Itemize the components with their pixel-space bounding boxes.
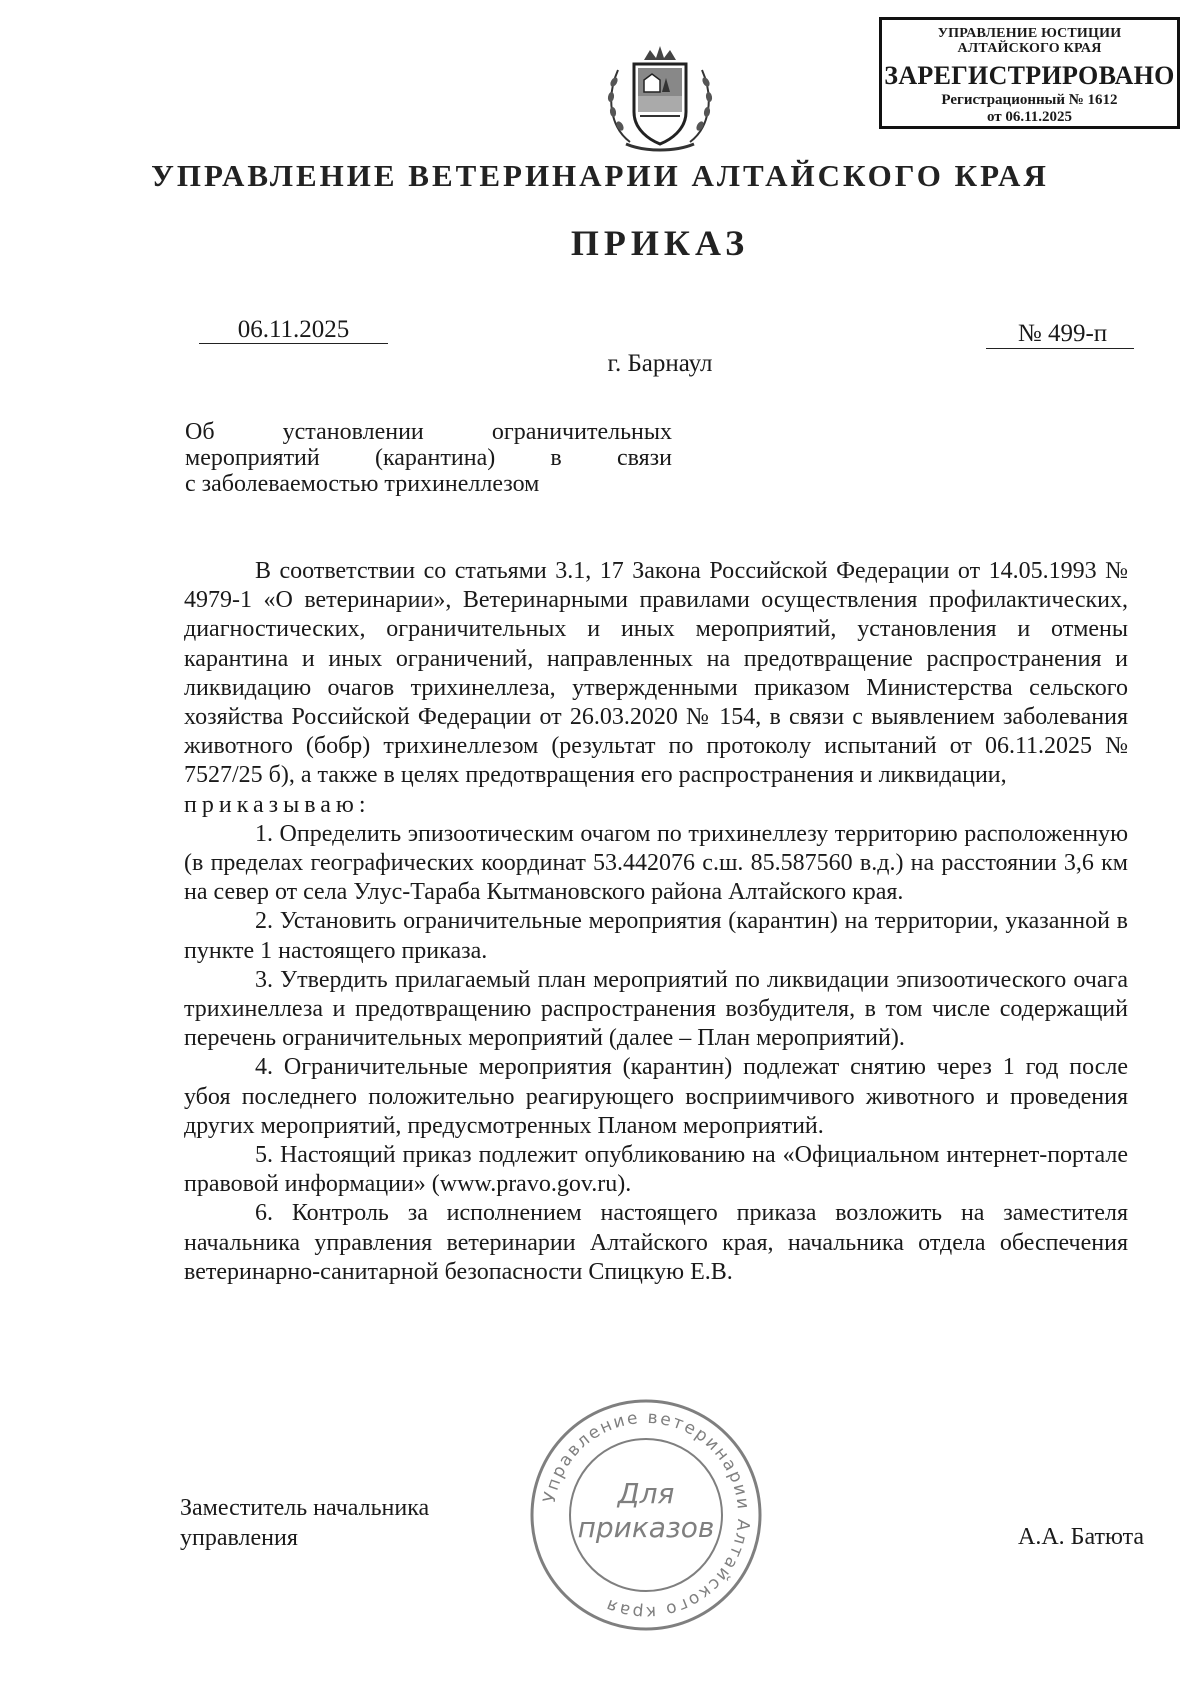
seal-ring-text: Управление ветеринарии Алтайского края (539, 1407, 754, 1623)
number-underline (986, 348, 1134, 349)
document-number: № 499-п (1017, 320, 1108, 347)
document-city: г. Барнаул (607, 350, 713, 377)
seal-center-line1: Для (617, 1477, 675, 1510)
official-seal (526, 1395, 766, 1635)
signer-title (180, 1493, 429, 1553)
stamp-authority-line1: УПРАВЛЕНИЕ ЮСТИЦИИ (937, 26, 1122, 41)
subject-line-1: Об установлении ограничительных (185, 419, 672, 445)
subject-line-2: мероприятий (карантина) в связи (185, 445, 672, 471)
signer-name: А.А. Батюта (1018, 1524, 1145, 1550)
order-item-3: 3. Утвердить прилагаемый план мероприятий по ликвидации эпизоотического очага трихинеллеза и предотвращению распространения возбудителя, в том числе содержащий перечень ограничительных мероприятий (далее – План мероприятий). (184, 966, 1128, 1052)
stamp-status: ЗАРЕГИСТРИРОВАНО (884, 61, 1175, 90)
order-item-6: 6. Контроль за исполнением настоящего приказа возложить на заместителя начальника управления ветеринарии Алтайского края, начальника отдела обеспечения ветеринарно-санитарной безопасности Спицкую Е.В. (184, 1200, 1128, 1285)
order-item-5: 5. Настоящий приказ подлежит опубликованию на «Официальном интернет-портале правовой информации» (www.pravo.gov.ru). (184, 1142, 1128, 1198)
signer-title-line1: Заместитель начальника (180, 1495, 430, 1521)
seal-center-line2: приказов (577, 1511, 715, 1544)
stamp-reg-number: Регистрационный № 1612 (941, 92, 1118, 108)
order-item-4: 4. Ограничительные мероприятия (карантин) подлежат снятию через 1 год после убоя последнего положительно реагирующего восприимчивого животного и проведения других мероприятий, предусмотренных Планом мероприятий. (184, 1054, 1128, 1139)
document-date: 06.11.2025 (237, 316, 350, 343)
order-word: приказываю: (184, 791, 371, 818)
stamp-authority-line2: АЛТАЙСКОГО КРАЯ (957, 41, 1102, 56)
document-body (184, 557, 1128, 1287)
preamble-paragraph: В соответствии со статьями 3.1, 17 Закона Российской Федерации от 14.05.1993 № 4979-1 «О ветеринарии», Ветеринарными правилами осуществления профилактических, диагностических, ограничительных и иных мероприятий, установления и отмены карантина и иных ограничений, направленных на предотвращение распространения и ликвидацию очагов трихинеллеза, утвержденными приказом Министерства сельского хозяйства Российской Федерации от 26.03.2020 № 154, в связи с выявлением заболевания животного (бобр) трихинеллезом (результат по протоколу испытаний от 06.11.2025 № 7527/25 б), а также в целях предотвращения его распространения и ликвидации, (184, 558, 1128, 789)
signer-title-line2: управления (180, 1525, 298, 1551)
organization-title: УПРАВЛЕНИЕ ВЕТЕРИНАРИИ АЛТАЙСКОГО КРАЯ (151, 158, 1049, 193)
subject-line-3: с заболеваемостью трихинеллезом (185, 471, 540, 497)
order-item-1: 1. Определить эпизоотическим очагом по трихинеллезу территорию расположенную (в пределах географических координат 53.442076 с.ш. 85.587560 в.д.) на расстоянии 3,6 км на север от села Улус-Тараба Кытмановского района Алтайского края. (184, 820, 1128, 906)
date-underline (199, 343, 388, 344)
stamp-reg-date: от 06.11.2025 (986, 109, 1073, 125)
order-item-2: 2. Установить ограничительные мероприятия (карантин) на территории, указанной в пункте 1 настоящего приказа. (184, 908, 1128, 964)
document-type: ПРИКАЗ (570, 223, 750, 263)
registration-stamp (879, 17, 1180, 129)
coat-of-arms-emblem (600, 42, 720, 156)
document-subject (185, 419, 672, 497)
